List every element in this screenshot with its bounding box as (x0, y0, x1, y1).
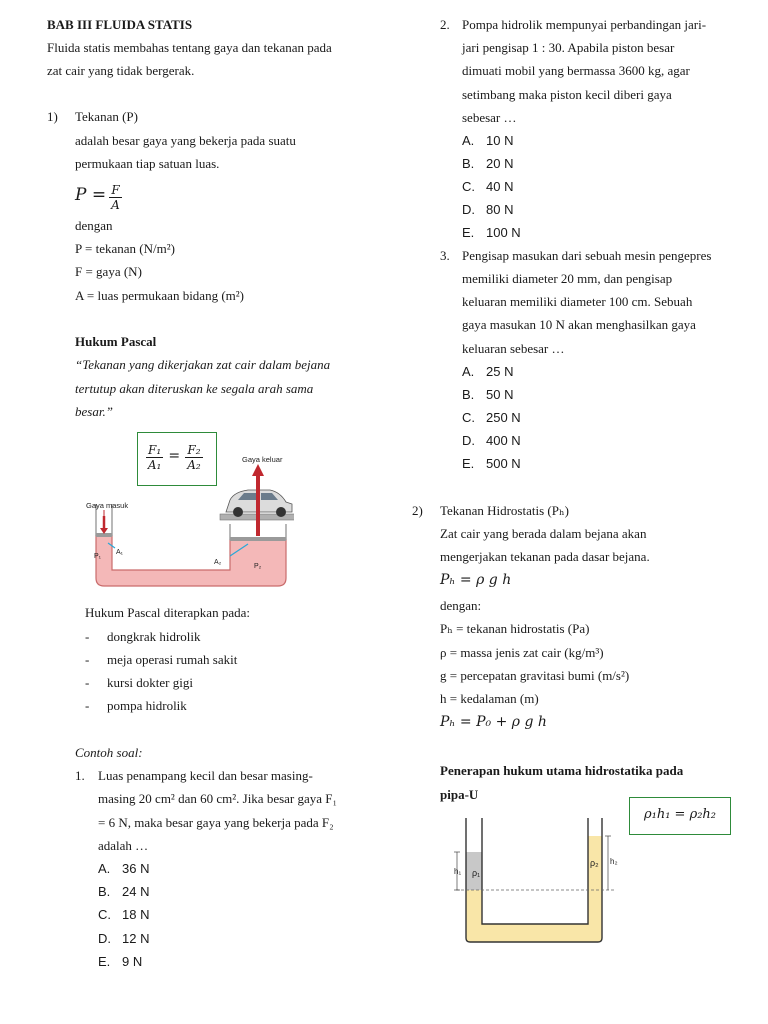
a1-label: A₁ (116, 549, 124, 556)
utube-formula-box (629, 797, 731, 835)
q2-option-b[interactable]: B. 20 N (462, 156, 514, 171)
utube-title-1: Penerapan hukum utama hidrostatika pada (440, 763, 684, 778)
q3-option-c[interactable]: C. 250 N (462, 410, 521, 425)
q2-line-5: sebesar … (462, 110, 517, 125)
example-heading: Contoh soal: (75, 745, 143, 760)
q3-line-4: gaya masukan 10 N akan menghasilkan gaya (462, 317, 696, 332)
hydraulic-press-diagram (82, 444, 294, 592)
intro-line-2: zat cair yang tidak bergerak. (47, 63, 195, 78)
applied-intro: Hukum Pascal diterapkan pada: (85, 605, 250, 620)
chapter-title: BAB III FLUIDA STATIS (47, 17, 193, 32)
q2-option-e[interactable]: E. 100 N (462, 225, 521, 240)
q3-number: 3. (440, 248, 450, 263)
h2-label: h₂ (610, 857, 618, 866)
rho1-label: ρ₁ (472, 868, 481, 878)
definition-line-1: adalah besar gaya yang bekerja pada suatu (75, 133, 296, 148)
q1-option-c[interactable]: C. 18 N (98, 907, 150, 922)
definition-line-2: permukaan tiap satuan luas. (75, 156, 220, 171)
application-item: - dongkrak hidrolik (85, 629, 201, 644)
hydro-line-1: Zat cair yang berada dalam bejana akan (440, 526, 647, 541)
section2-title: Tekanan Hidrostatis (Pₕ) (440, 503, 569, 518)
fluid-yellow (466, 836, 602, 942)
p2-label: P₂ (254, 563, 262, 570)
q3-option-a[interactable]: A. 25 N (462, 364, 514, 379)
q3-option-b[interactable]: B. 50 N (462, 387, 514, 402)
pascal-title: Hukum Pascal (75, 334, 157, 349)
q1-option-d[interactable]: D. 12 N (98, 931, 150, 946)
gaya-keluar-label: Gaya keluar (242, 455, 283, 464)
q1-line-1: Luas penampang kecil dan besar masing- (98, 768, 313, 783)
q2-number: 2. (440, 17, 450, 32)
q3-option-e[interactable]: E. 500 N (462, 456, 521, 471)
q2-line-1: Pompa hidrolik mempunyai perbandingan jari- (462, 17, 707, 32)
hydro-line-2: mengerjakan tekanan pada dasar bejana. (440, 549, 650, 564)
h1-label: h₁ (454, 867, 462, 876)
var-p: P = tekanan (N/m²) (75, 241, 175, 256)
q1-option-e[interactable]: E. 9 N (98, 954, 143, 969)
q3-line-1: Pengisap masukan dari sebuah mesin pengepres (462, 248, 712, 263)
q1-option-a[interactable]: A. 36 N (98, 861, 150, 876)
utube-title-2: pipa-U (440, 787, 479, 802)
q1-option-b[interactable]: B. 24 N (98, 884, 150, 899)
q2-line-4: setimbang maka piston kecil diberi gaya (462, 87, 672, 102)
q2-option-c[interactable]: C. 40 N (462, 179, 514, 194)
rho2-label: ρ₂ (590, 858, 599, 868)
pascal-formula-box: $\frac{\text{F₁}}{\text{A₁}}$ = $\frac{\text{F₂}}{\text{A₂}}$ (137, 432, 217, 486)
application-item: - kursi dokter gigi (85, 675, 193, 690)
hydro-var: h = kedalaman (m) (440, 691, 539, 706)
hydro-var: g = percepatan gravitasi bumi (m/s²) (440, 668, 630, 683)
q2-option-a[interactable]: A. 10 N (462, 133, 514, 148)
dengan-label-2: dengan: (440, 598, 482, 613)
application-item: - meja operasi rumah sakit (85, 652, 238, 667)
q3-option-d[interactable]: D. 400 N (462, 433, 521, 448)
pascal-quote-2: tertutup akan diteruskan ke segala arah sama (75, 381, 314, 396)
u-tube-diagram (448, 814, 624, 946)
hydro-formula-2: Pₕ = P₀ + ρ g h (440, 714, 547, 730)
hydro-var: Pₕ = tekanan hidrostatis (Pa) (440, 621, 590, 636)
a2-label: A₂ (214, 559, 222, 566)
q2-line-3: dimuati mobil yang bermassa 3600 kg, agar (462, 63, 690, 78)
large-piston (230, 537, 286, 541)
q1-line-4: adalah … (98, 838, 149, 853)
pressure-formula: P = $\frac{F}{A}$ (75, 182, 120, 212)
q1-line-2: masing 20 cm² dan 60 cm². Jika besar gaya F₁ (98, 791, 338, 806)
q3-line-2: memiliki diameter 20 mm, dan pengisap (462, 271, 673, 286)
q3-line-3: keluaran memiliki diameter 100 cm. Sebuah (462, 294, 693, 309)
fluid-body (96, 536, 286, 586)
hydro-formula: Pₕ = ρ g h (440, 572, 512, 588)
section1-title: Tekanan (P) (75, 109, 138, 124)
pascal-quote-1: “Tekanan yang dikerjakan zat cair dalam bejana (75, 357, 331, 372)
dengan-label: dengan (75, 218, 113, 233)
utube-formula: ρ₁h₁ = ρ₂h₂ (643, 807, 717, 822)
hydro-var: ρ = massa jenis zat cair (kg/m³) (440, 645, 604, 660)
var-a: A = luas permukaan bidang (m²) (75, 288, 244, 303)
intro-line-1: Fluida statis membahas tentang gaya dan tekanan pada (47, 40, 332, 55)
q1-number: 1. (75, 768, 85, 783)
pascal-quote-3: besar.” (75, 404, 113, 419)
section2-number: 2) (412, 503, 423, 518)
q1-line-3: = 6 N, maka besar gaya yang bekerja pada F₂ (98, 815, 334, 830)
q3-line-5: keluaran sebesar … (462, 341, 565, 356)
q2-line-2: jari pengisap 1 : 30. Apabila piston besar (462, 40, 675, 55)
p1-label: P₁ (94, 553, 102, 560)
application-item: - pompa hidrolik (85, 698, 187, 713)
gaya-masuk-label: Gaya masuk (86, 501, 129, 510)
section1-number: 1) (47, 109, 58, 124)
q2-option-d[interactable]: D. 80 N (462, 202, 514, 217)
var-f: F = gaya (N) (75, 264, 142, 279)
